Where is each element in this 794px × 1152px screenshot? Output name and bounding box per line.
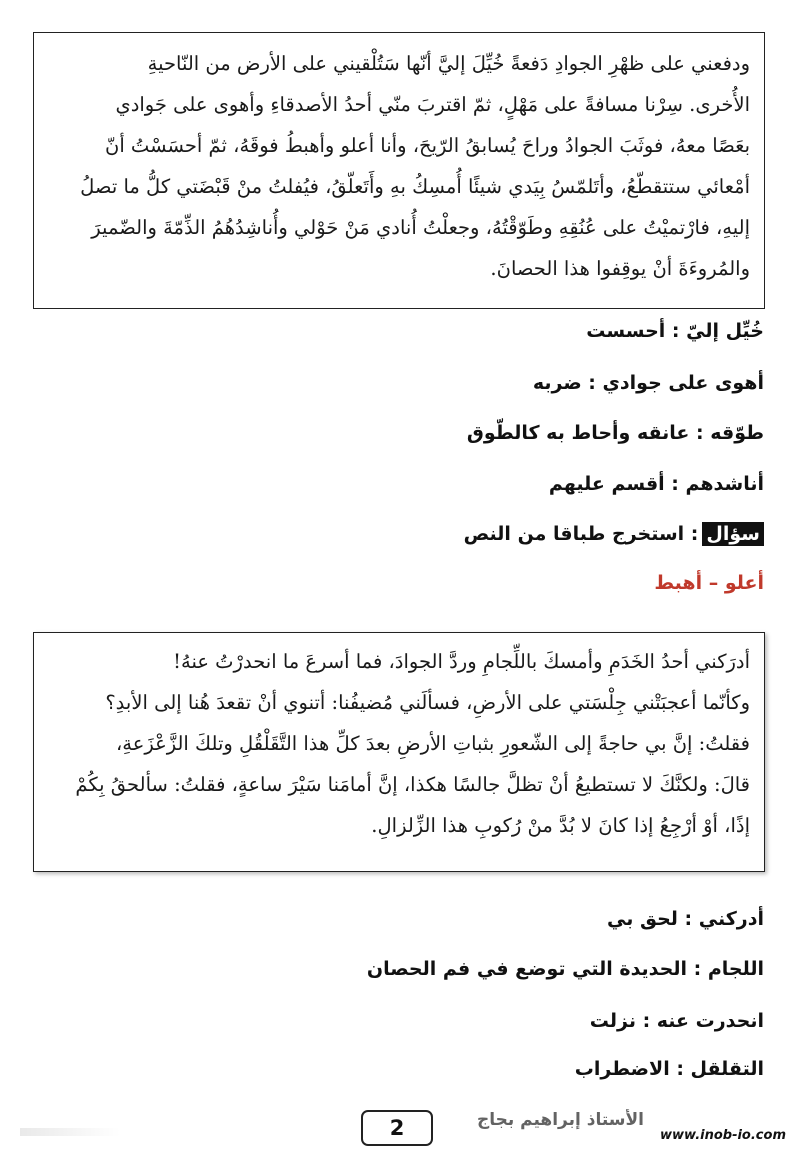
passage-box-2 (33, 632, 765, 872)
glossary-item: أهوى على جوادي : ضربه (532, 372, 764, 394)
passage-line: ودفعني على ظهْرِ الجوادِ دَفعةً خُيِّلَ إليَّ أنّها سَتُلْقيني على الأرض من النّاحيةِ (147, 52, 750, 75)
passage-line: قالَ: ولكنَّكَ لا تستطيعُ أنْ تظلَّ جالسًا هكذا، إنَّ أمامَنا سَيْرَ ساعةٍ، فقلتُ: سألحقُ بِكُمْ (75, 773, 750, 796)
passage-line: أدرَكني أحدُ الخَدَمِ وأمسكَ باللِّجامِ وردَّ الجوادَ، فما أسرعَ ما انحدرْتُ عنهُ! (173, 650, 750, 673)
passage-line: الأُخرى. سِرْنا مسافةً على مَهْلٍ، ثمّ اقتربَ منّي أحدُ الأصدقاءِ وأهوى على جَوادي (115, 93, 750, 116)
glossary-item: خُيِّل إليّ : أحسست (586, 320, 764, 342)
question-text: : استخرج طباقا من النص (463, 523, 699, 545)
glossary-item: أناشدهم : أقسم عليهم (548, 473, 764, 495)
passage-line: إليهِ، فارْتميْتُ على عُنُقِهِ وطَوّقْتُهُ، وجعلْتُ أُنادي مَنْ حَوْلي وأُناشِدُهُمُ الذِّمّةَ والضّميرَ (91, 216, 750, 239)
question-answer: أعلو – أهبط (654, 572, 764, 594)
glossary-item: التقلقل : الاضطراب (574, 1058, 764, 1080)
author-name: الأستاذ إبراهيم بجاج (476, 1110, 644, 1130)
passage-line: أمْعائي ستتقطّعُ، وأتَلمّسُ بِيَدي شيئًا أُمسِكُ بهِ وأَتَعلّقُ، فيُفلتُ منْ قَبْضَتي كلُّ ما تصلُ (80, 175, 750, 198)
question-tag: سؤال (702, 522, 764, 546)
passage-line: والمُروءَةَ أنْ يوقِفوا هذا الحصانَ. (490, 257, 750, 280)
page-number: 2 (361, 1110, 433, 1146)
glossary-item: طوّقه : عانقه وأحاط به كالطّوق (466, 422, 764, 444)
glossary-item: انحدرت عنه : نزلت (589, 1010, 764, 1032)
glossary-item: أدركني : لحق بي (607, 908, 764, 930)
passage-line: وكأنّما أعجبَتْني جِلْسَتي على الأرضِ، فسألَني مُضيفُنا: أتنوي أنْ تقعدَ هُنا إلى الأبدِ؟ (105, 691, 750, 714)
scan-artifact (20, 1128, 120, 1136)
passage-line: بعَصًا معهُ، فوثَبَ الجوادُ وراحَ يُسابقُ الرّيحَ، وأنا أعلو وأهبطُ فوقَهُ، ثمّ أحسَسْتُ أنّ (105, 134, 750, 157)
passage-box-1 (33, 32, 765, 309)
passage-line: فقلتُ: إنَّ بي حاجةً إلى الشّعورِ بثباتِ الأرضِ بعدَ كلِّ هذا التَّقَلْقُلِ وتلكَ الزَّعْزَعةِ، (115, 732, 750, 755)
site-url: www.inob-io.com (660, 1128, 786, 1143)
passage-line: إذًا، أوْ أرْجِعُ إذا كانَ لا بُدَّ منْ رُكوبِ هذا الزِّلزالِ. (371, 814, 750, 837)
question-line (464, 523, 764, 545)
glossary-item: اللجام : الحديدة التي توضع في فم الحصان (366, 958, 764, 980)
